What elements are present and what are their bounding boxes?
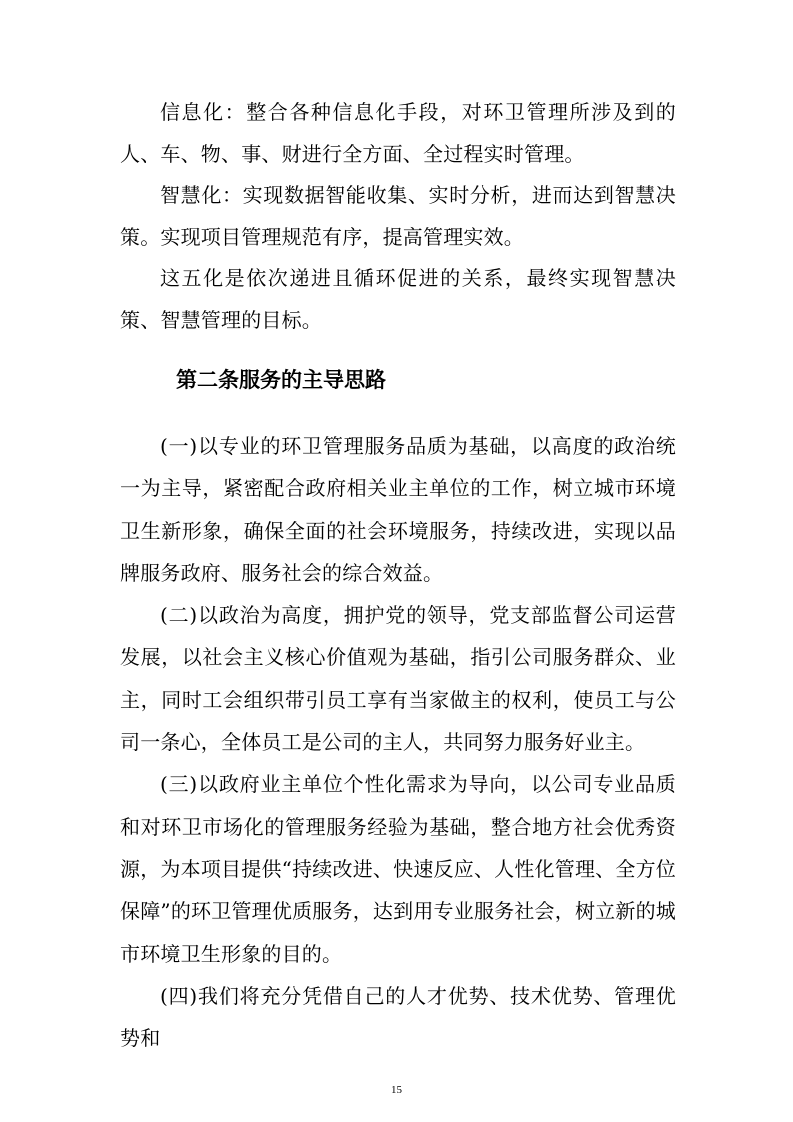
guiding-ideas-section <box>120 425 676 1059</box>
paragraph-informatization: 信息化：整合各种信息化手段，对环卫管理所涉及到的人、车、物、事、财进行全方面、全过程实时管理。 <box>120 100 676 166</box>
section-heading: 第二条服务的主导思路 <box>176 367 386 392</box>
list-item-4: (四)我们将充分凭借自己的人才优势、技术优势、管理优势和 <box>120 983 676 1051</box>
paragraph-intelligentization: 智慧化：实现数据智能收集、实时分析，进而达到智慧决策。实现项目管理规范有序，提高管理实效。 <box>120 183 676 249</box>
page-number: 15 <box>391 1084 402 1096</box>
list-item-2: (二)以政治为高度，拥护党的领导，党支部监督公司运营发展，以社会主义核心价值观为基础，指引公司服务群众、业主，同时工会组织带引员工享有当家做主的权利，使员工与公司一条心，全体员工是公司的主人，共同努力服务好业主。 <box>120 603 676 755</box>
section-heading-wrap <box>176 358 676 402</box>
list-item-1: (一)以专业的环卫管理服务品质为基础，以高度的政治统一为主导，紧密配合政府相关业主单位的工作，树立城市环境卫生新形象，确保全面的社会环境服务，持续改进，实现以品牌服务政府、服务社会的综合效益。 <box>120 434 676 585</box>
list-item-3: (三)以政府业主单位个性化需求为导向，以公司专业品质和对环卫市场化的管理服务经验为基础，整合地方社会优秀资源，为本项目提供“持续改进、快速反应、人性化管理、全方位保障”的环卫管理优质服务，达到用专业服务社会，树立新的城市环境卫生形象的目的。 <box>120 772 676 966</box>
paragraph-five-modernizations: 这五化是依次递进且循环促进的关系，最终实现智慧决策、智慧管理的目标。 <box>120 266 676 332</box>
intro-section <box>120 92 676 341</box>
